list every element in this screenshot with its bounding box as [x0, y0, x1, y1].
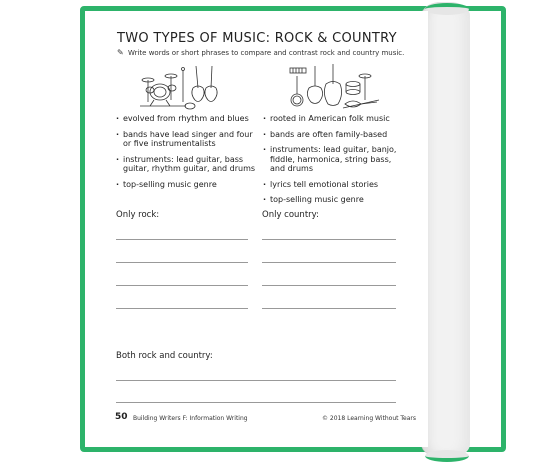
only-rock-answer-line[interactable] — [116, 239, 248, 240]
country-facts-list — [263, 114, 408, 211]
only-rock-answer-line[interactable] — [116, 285, 248, 286]
page-curl-bottom — [425, 450, 469, 462]
instructions-text: Write words or short phrases to compare and contrast rock and country music. — [128, 49, 405, 57]
country-fact: · instruments: lead guitar, banjo, fiddle, harmonica, string bass, and drums — [263, 145, 408, 174]
both-answer-line[interactable] — [116, 380, 396, 381]
country-fact: · rooted in American folk music — [263, 114, 408, 124]
both-label: Both rock and country: — [116, 351, 213, 361]
page-curl-top — [425, 3, 469, 15]
only-country-answer-line[interactable] — [262, 262, 396, 263]
both-answer-line[interactable] — [116, 402, 396, 403]
only-country-answer-line[interactable] — [262, 308, 396, 309]
country-instruments-illustration — [285, 62, 385, 110]
instructions — [117, 48, 404, 57]
only-rock-answer-line[interactable] — [116, 308, 248, 309]
country-fact: · lyrics tell emotional stories — [263, 180, 408, 190]
only-country-answer-line[interactable] — [262, 285, 396, 286]
book-title: Building Writers F: Information Writing — [133, 415, 248, 422]
rock-instruments-illustration — [138, 62, 238, 110]
worksheet-title: TWO TYPES OF MUSIC: ROCK & COUNTRY — [117, 31, 397, 46]
rock-fact: · instruments: lead guitar, bass guitar, rhythm guitar, and drums — [116, 155, 256, 174]
rock-fact: · evolved from rhythm and blues — [116, 114, 256, 124]
rock-fact: · top-selling music genre — [116, 180, 256, 190]
rock-facts-list — [116, 114, 256, 195]
country-fact: · bands are often family-based — [263, 130, 408, 140]
rock-fact: · bands have lead singer and four or five instrumentalists — [116, 130, 256, 149]
copyright: © 2018 Learning Without Tears — [322, 415, 417, 422]
page-curl — [421, 2, 470, 458]
pencil-icon: ✎ — [117, 48, 124, 57]
only-rock-answer-line[interactable] — [116, 262, 248, 263]
page-number: 50 — [115, 412, 128, 422]
country-fact: · top-selling music genre — [263, 195, 408, 205]
only-country-label: Only country: — [262, 210, 319, 220]
only-rock-label: Only rock: — [116, 210, 160, 220]
only-country-answer-line[interactable] — [262, 239, 396, 240]
